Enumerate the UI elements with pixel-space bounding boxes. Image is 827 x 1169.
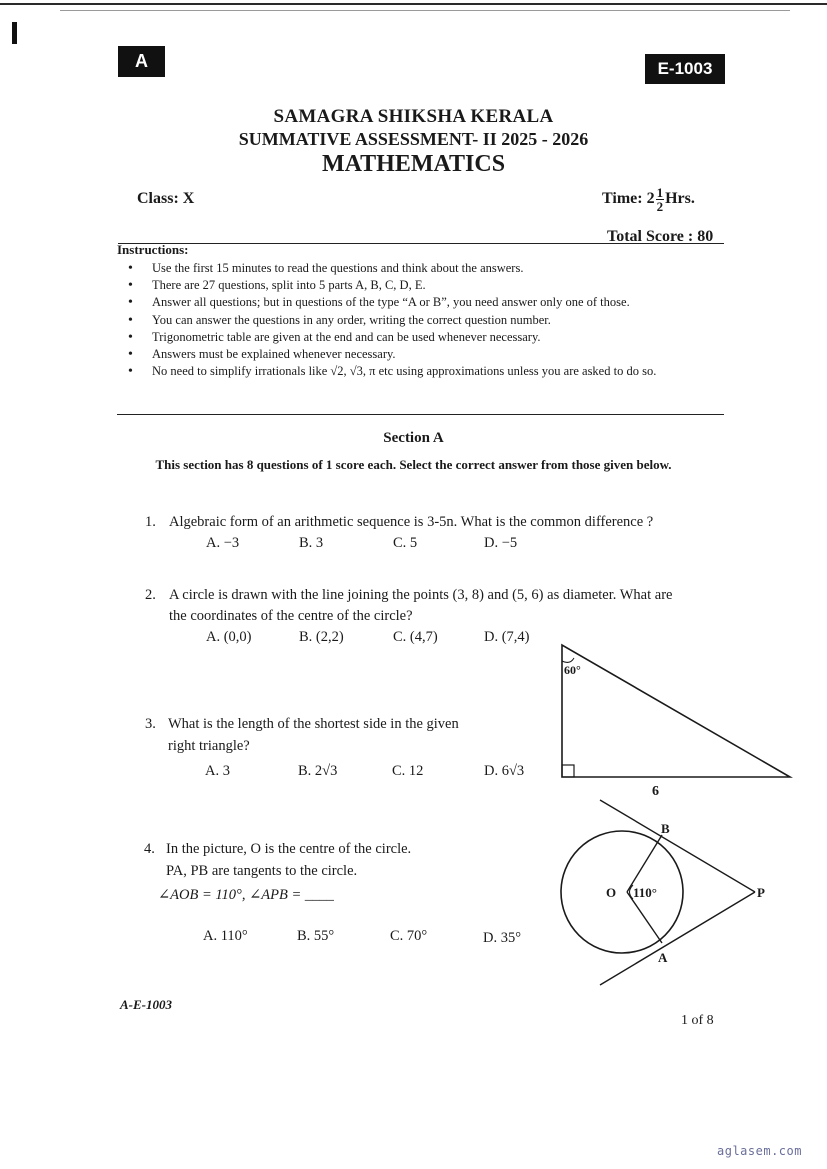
question-1-option-c: C. 5 — [393, 535, 418, 551]
top-scan-line — [60, 10, 790, 11]
center-label: O — [606, 885, 617, 900]
set-badge: A — [118, 46, 165, 77]
instruction-item: • There are 27 questions, split into 5 parts A, B, C, D, E. — [128, 277, 718, 294]
scan-mark — [12, 22, 17, 44]
question-1-text: Algebraic form of an arithmetic sequence is 3-5n. What is the common difference ? — [169, 514, 654, 530]
question-4-text-line2: PA, PB are tangents to the circle. — [166, 863, 358, 879]
question-3-text: What is the length of the shortest side in the given — [168, 716, 459, 732]
instructions-divider — [117, 414, 724, 415]
question-2-option-d: D. (7,4) — [484, 629, 530, 645]
question-2-number: 2. — [145, 587, 156, 603]
page-number: 1 of 8 — [681, 1013, 714, 1028]
watermark: aglasem.com — [717, 1144, 802, 1158]
question-1-number: 1. — [145, 514, 156, 530]
question-4-number: 4. — [144, 841, 155, 857]
question-4-option-b: B. 55° — [297, 928, 335, 944]
question-1-option-a: A. −3 — [206, 535, 240, 551]
time-unit: Hrs. — [665, 190, 695, 208]
question-4-text: In the picture, O is the centre of the circle. — [166, 841, 412, 857]
question-4-option-d: D. 35° — [483, 930, 522, 946]
question-3-option-c: C. 12 — [392, 763, 424, 779]
board-name: SAMAGRA SHIKSHA KERALA — [273, 106, 554, 127]
question-4-option-c: C. 70° — [390, 928, 428, 944]
question-3-option-d: D. 6√3 — [484, 763, 525, 779]
question-2-option-b: B. (2,2) — [299, 629, 344, 645]
instruction-item: • Use the first 15 minutes to read the questions and think about the answers. — [128, 260, 718, 277]
instruction-item: • Trigonometric table are given at the end and can be used whenever necessary. — [128, 329, 718, 346]
circle-tangent-figure — [555, 795, 780, 995]
point-b-label: B — [661, 821, 670, 836]
question-2-text: A circle is drawn with the line joining the points (3, 8) and (5, 6) as diameter. What are — [169, 587, 673, 603]
time-whole: Time: 2 — [602, 190, 655, 208]
question-2-text-line2: the coordinates of the centre of the circle? — [169, 608, 413, 624]
question-1-option-d: D. −5 — [484, 535, 518, 551]
time-fraction — [656, 186, 665, 213]
question-4-option-a: A. 110° — [203, 928, 248, 944]
angle-arc — [562, 658, 574, 662]
question-2-option-c: C. (4,7) — [393, 629, 438, 645]
question-1-option-b: B. 3 — [299, 535, 324, 551]
tangent-pa — [600, 892, 755, 985]
instructions-list — [128, 260, 718, 380]
right-angle-marker — [562, 765, 574, 777]
instruction-item: • Answers must be explained whenever necessary. — [128, 346, 718, 363]
section-description: This section has 8 questions of 1 score each. Select the correct answer from those given below. — [155, 457, 672, 472]
instruction-item: • No need to simplify irrationals like √2, √3, π etc using approximations unless you are asked to do so. — [128, 363, 718, 380]
right-triangle-figure — [555, 640, 805, 800]
triangle-side-label: 6 — [652, 784, 659, 799]
paper-code-badge: E-1003 — [645, 54, 725, 84]
question-2-option-a: A. (0,0) — [206, 629, 252, 645]
circle-outline — [561, 831, 683, 953]
subject-title: MATHEMATICS — [321, 151, 506, 177]
question-3-text-line2: right triangle? — [168, 738, 250, 754]
question-3-option-b: B. 2√3 — [298, 763, 338, 779]
instruction-item: • You can answer the questions in any order, writing the correct question number. — [128, 312, 718, 329]
instruction-item: • Answer all questions; but in questions of the type “A or B”, you need answer only one of those. — [128, 294, 718, 311]
class-label: Class: X — [137, 190, 195, 207]
assessment-title: SUMMATIVE ASSESSMENT- II 2025 - 2026 — [238, 129, 589, 149]
instructions-title: Instructions: — [117, 242, 189, 257]
section-title: Section A — [383, 430, 444, 446]
time-frac-denominator: 2 — [656, 199, 664, 214]
question-3-number: 3. — [145, 716, 156, 732]
point-a-label: A — [658, 950, 668, 965]
question-3-option-a: A. 3 — [205, 763, 230, 779]
triangle-angle-label: 60° — [564, 663, 581, 677]
question-4-text-line3: ∠AOB = 110°, ∠APB = ____ — [158, 887, 334, 903]
tangent-pb — [600, 800, 755, 892]
center-angle-label: 110° — [633, 885, 657, 900]
top-border-line — [0, 3, 827, 5]
footer-paper-code: A-E-1003 — [120, 997, 172, 1012]
radius-ob — [627, 835, 662, 892]
time-label — [602, 186, 695, 213]
point-p-label: P — [757, 885, 765, 900]
time-frac-numerator: 1 — [656, 185, 664, 200]
total-score: Total Score : 80 — [607, 228, 714, 245]
triangle-outline — [562, 645, 790, 777]
